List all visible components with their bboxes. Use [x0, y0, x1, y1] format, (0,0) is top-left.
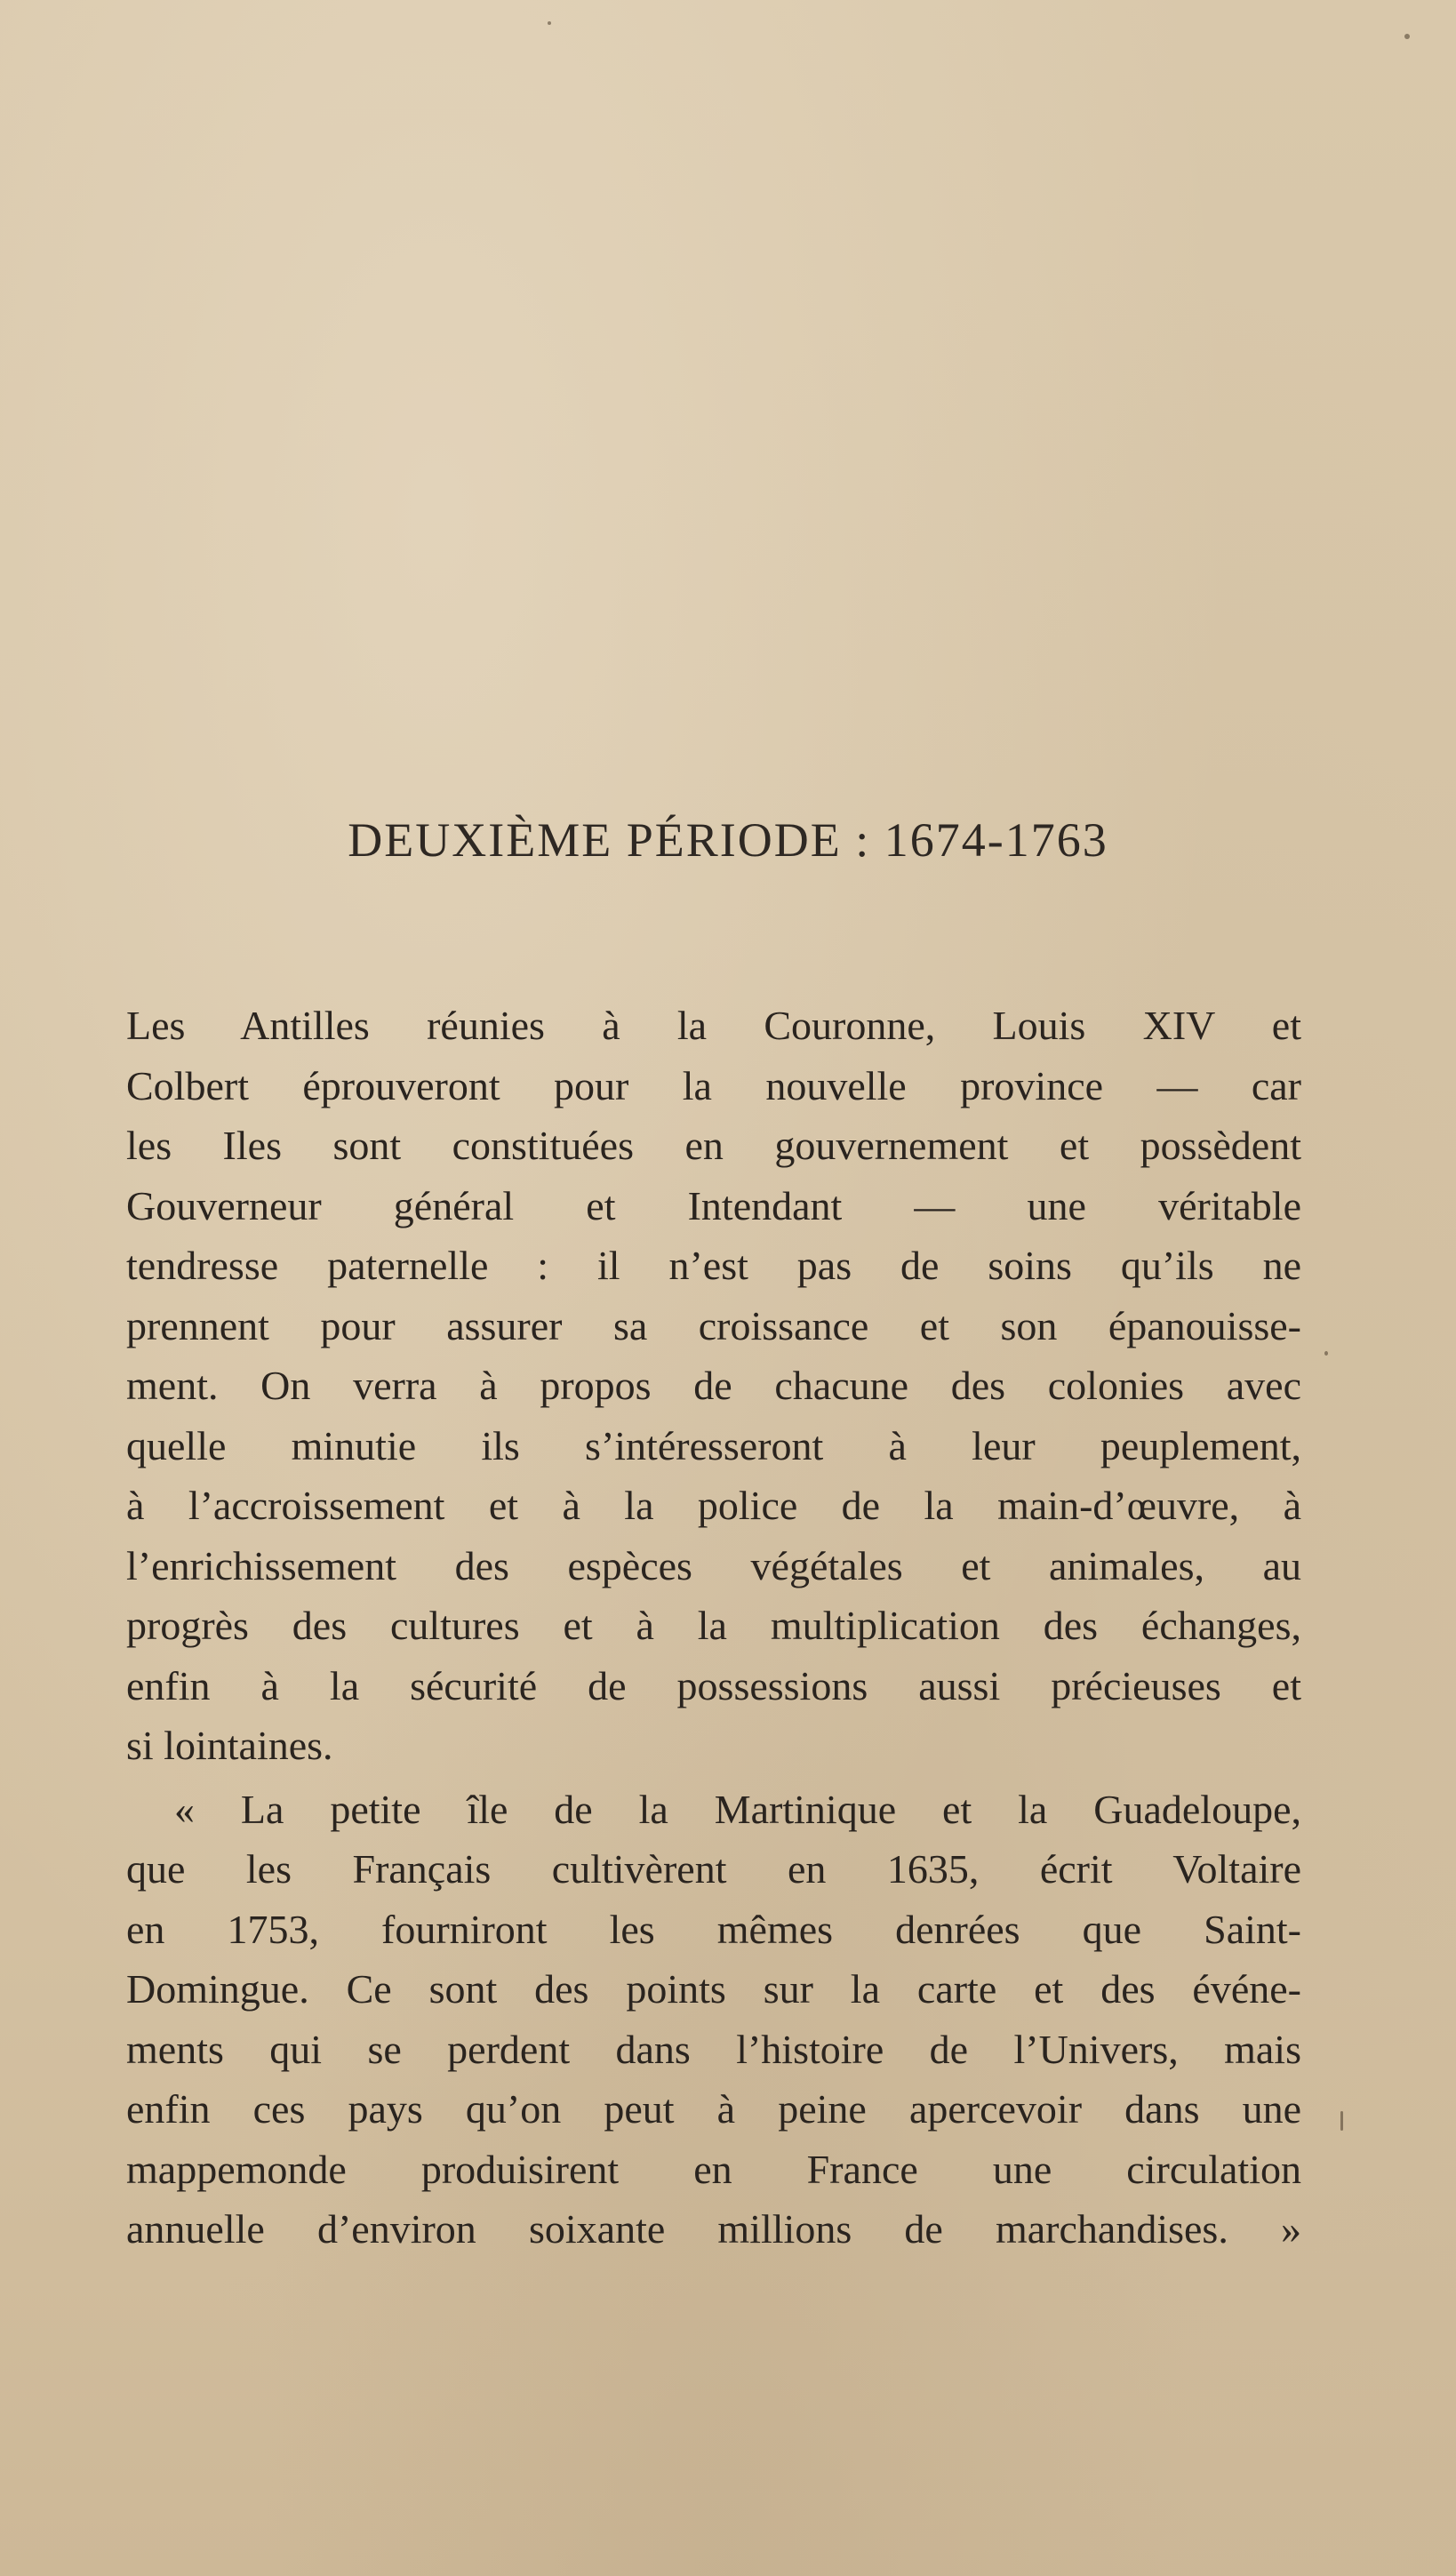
text-line: enfin à la sécurité de possessions aussi précieuses et — [126, 1662, 1301, 1708]
paragraph-2 — [126, 1780, 1301, 2260]
text-line: ments qui se perdent dans l’histoire de l’Univers, mais — [126, 2026, 1301, 2072]
text-line: annuelle d’environ soixante millions de marchandises. » — [126, 2206, 1301, 2252]
text-line: enfin ces pays qu’on peut à peine apercevoir dans une — [126, 2086, 1301, 2132]
text-line: à l’accroissement et à la police de la main-d’œuvre, à — [126, 1483, 1301, 1528]
text-line: ment. On verra à propos de chacune des colonies avec — [126, 1363, 1301, 1408]
text-line: tendresse paternelle : il n’est pas de soins qu’ils ne — [126, 1243, 1301, 1288]
text-line: si lointaines. — [126, 1723, 333, 1768]
text-line: mappemonde produisirent en France une circulation — [126, 2146, 1301, 2192]
text-line: en 1753, fourniront les mêmes denrées que Saint- — [126, 1906, 1301, 1952]
section-heading: DEUXIÈME PÉRIODE : 1674-1763 — [348, 813, 1108, 867]
paper-speck — [1324, 1351, 1328, 1356]
text-line: l’enrichissement des espèces végétales et animales, au — [126, 1542, 1301, 1588]
text-line: Colbert éprouveront pour la nouvelle province — car — [126, 1062, 1301, 1108]
text-line: prennent pour assurer sa croissance et son épanouisse- — [126, 1302, 1301, 1348]
text-line: quelle minutie ils s’intéresseront à leur peuplement, — [126, 1422, 1301, 1468]
text-line: que les Français cultivèrent en 1635, écrit Voltaire — [126, 1846, 1301, 1892]
paper-speck — [548, 21, 551, 25]
paragraph-1 — [126, 996, 1301, 1776]
text-line: Domingue. Ce sont des points sur la carte et des événe- — [126, 1966, 1301, 2012]
paper-speck — [1404, 34, 1410, 39]
text-line: les Iles sont constituées en gouvernement et possèdent — [126, 1123, 1301, 1168]
body-text — [126, 996, 1301, 2260]
text-line: progrès des cultures et à la multiplication des échanges, — [126, 1603, 1301, 1648]
paper-speck — [1340, 2111, 1343, 2131]
text-line: Gouverneur général et Intendant — une véritable — [126, 1182, 1301, 1228]
text-line: Les Antilles réunies à la Couronne, Louis XIV et — [126, 1003, 1301, 1048]
text-line: « La petite île de la Martinique et la Guadeloupe, — [174, 1786, 1301, 1832]
